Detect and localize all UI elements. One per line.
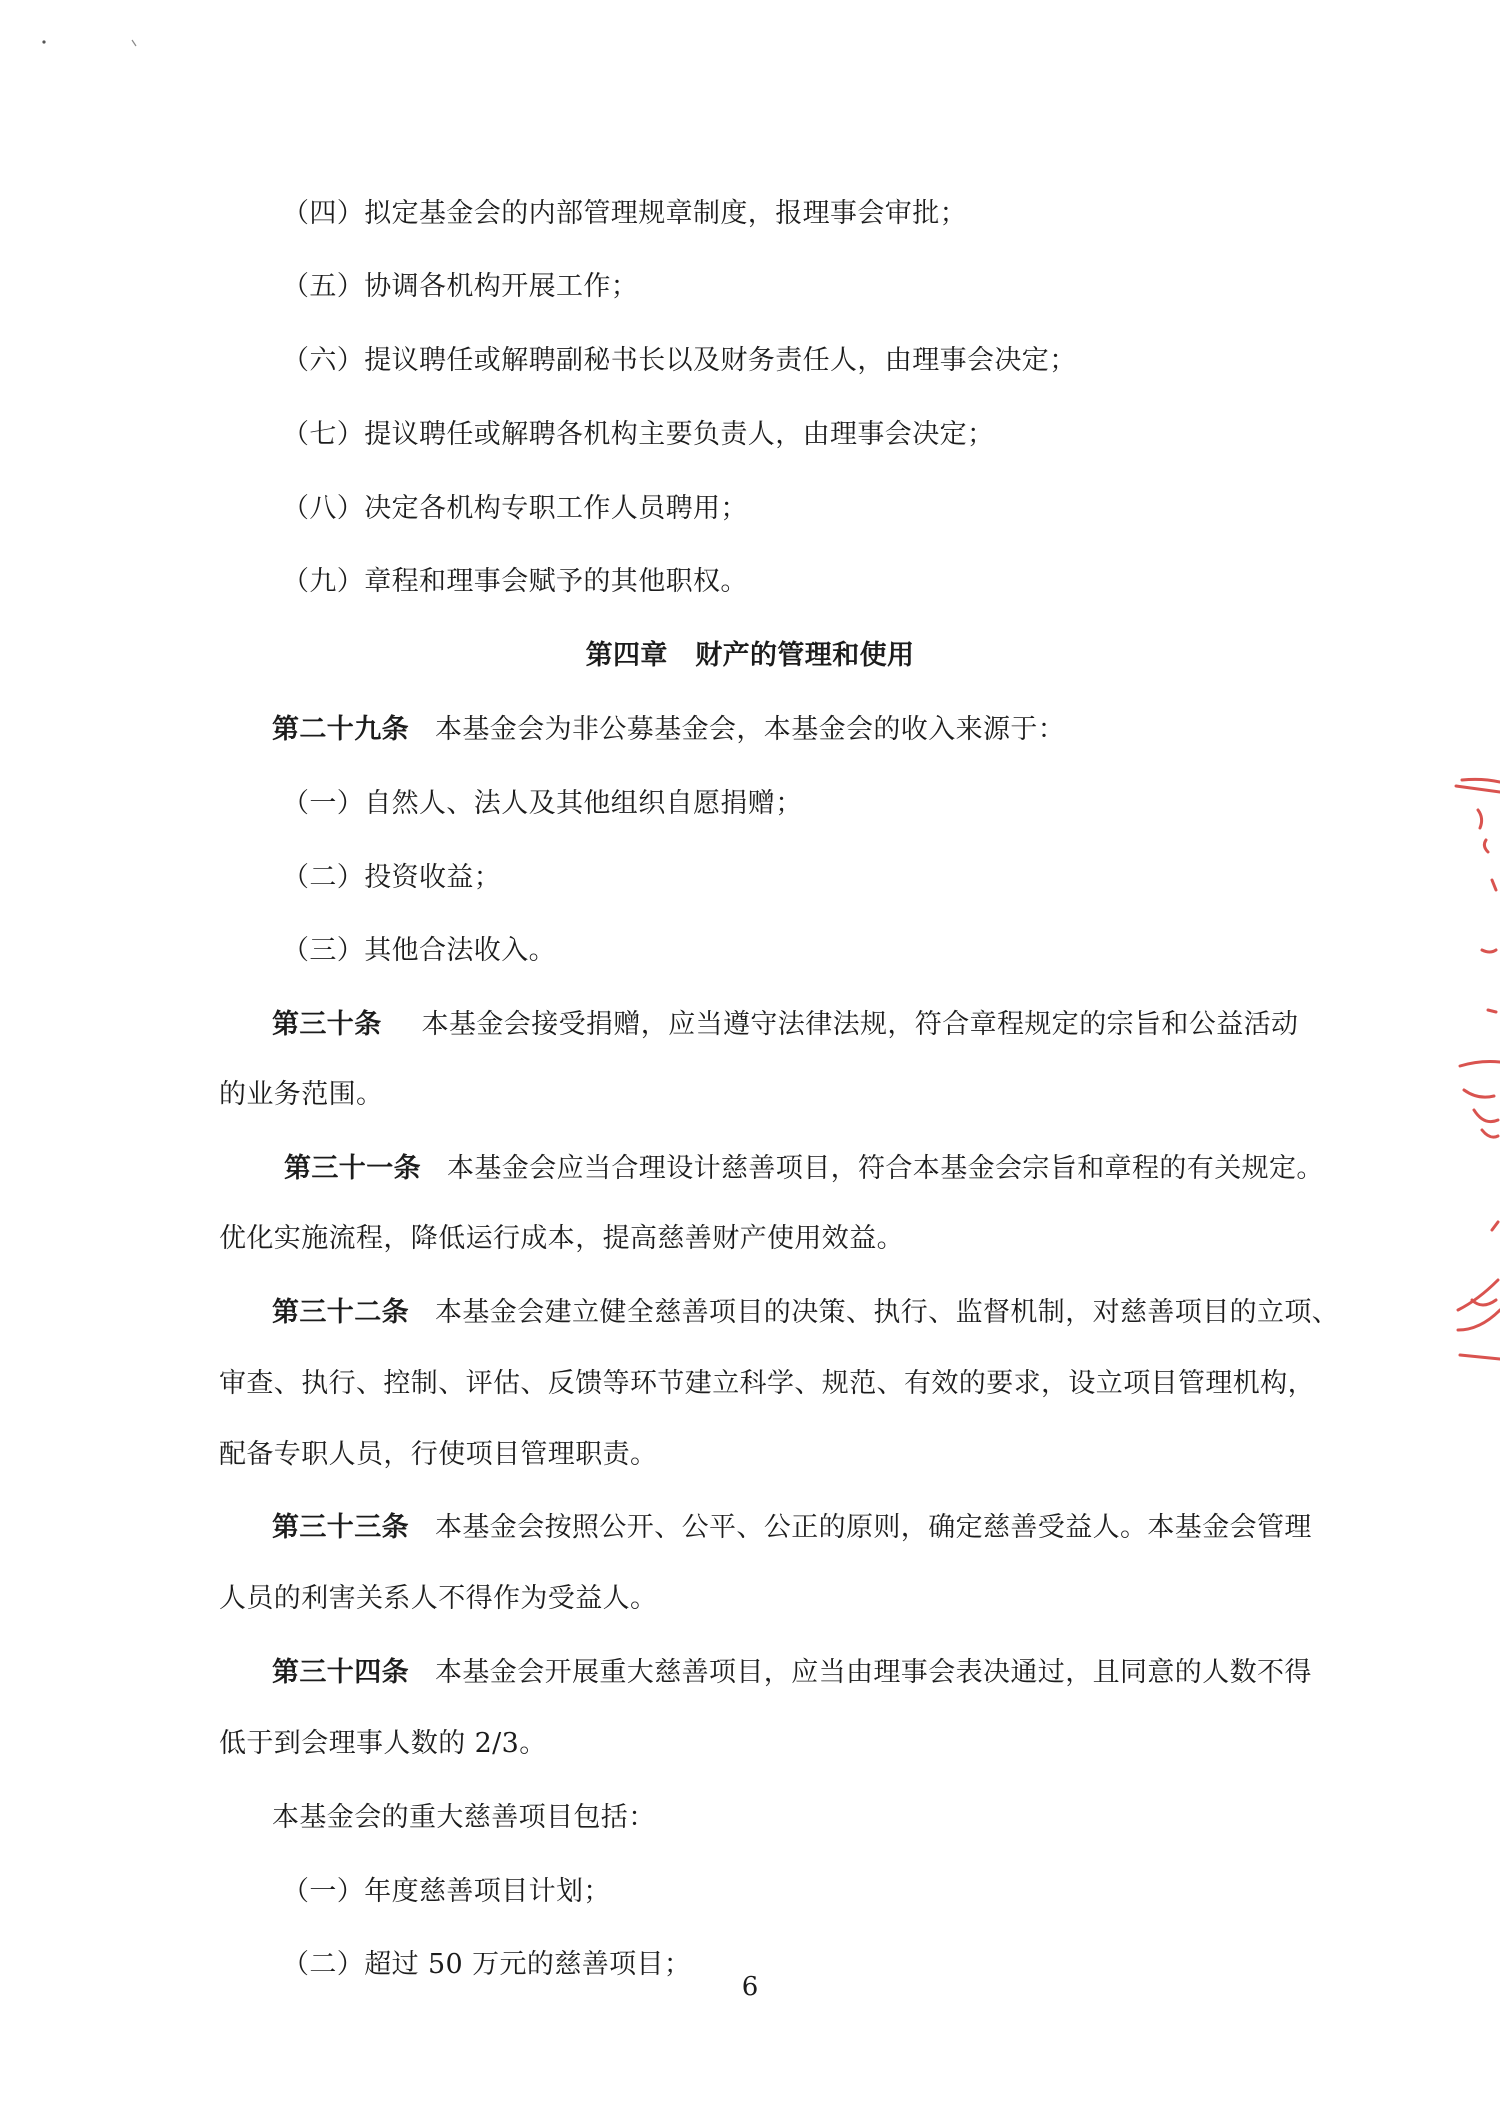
list-item-5: （五）协调各机构开展工作； [282,271,639,302]
list-item-7: （七）提议聘任或解聘各机构主要负责人，由理事会决定； [282,419,995,450]
article-30 [272,1007,1298,1043]
article-34-item-1: （一）年度慈善项目计划； [282,1876,611,1907]
list-item-4: （四）拟定基金会的内部管理规章制度，报理事会审批； [282,198,967,229]
article-34 [272,1655,1312,1691]
article-34-head: 第三十四条 [272,1657,409,1688]
red-seal-stamp-edge [1452,770,1500,1390]
article-32-line-2: 审查、执行、控制、评估、反馈等环节建立科学、规范、有效的要求，设立项目管理机构， [219,1368,1315,1399]
article-29-item-1: （一）自然人、法人及其他组织自愿捐赠； [282,788,803,819]
article-29 [272,712,1065,748]
article-33 [272,1510,1312,1546]
article-32-head: 第三十二条 [272,1297,409,1328]
article-34-line-2: 低于到会理事人数的 2/3。 [219,1728,547,1759]
page-number: 6 [741,1972,759,2002]
article-32-line-3: 配备专职人员，行使项目管理职责。 [219,1439,658,1470]
article-31-line-1: 本基金会应当合理设计慈善项目，符合本基金会宗旨和章程的有关规定。 [447,1153,1324,1184]
list-item-9: （九）章程和理事会赋予的其他职权。 [282,566,748,597]
article-29-item-3: （三）其他合法收入。 [282,935,556,966]
article-33-head: 第三十三条 [272,1512,409,1543]
article-32-line-1: 本基金会建立健全慈善项目的决策、执行、监督机制，对慈善项目的立项、 [435,1297,1340,1328]
article-32 [272,1295,1339,1331]
scan-speck-marks [40,36,150,56]
article-31 [284,1151,1324,1187]
article-34-line-1: 本基金会开展重大慈善项目，应当由理事会表决通过，且同意的人数不得 [435,1657,1312,1688]
article-30-head: 第三十条 [272,1009,382,1040]
article-29-text: 本基金会为非公募基金会，本基金会的收入来源于： [435,714,1066,745]
article-29-item-2: （二）投资收益； [282,862,502,893]
list-item-8: （八）决定各机构专职工作人员聘用； [282,493,748,524]
article-31-head: 第三十一条 [284,1153,421,1184]
article-30-line-1: 本基金会接受捐赠，应当遵守法律法规，符合章程规定的宗旨和公益活动 [421,1009,1299,1040]
article-31-line-2: 优化实施流程，降低运行成本，提高慈善财产使用效益。 [219,1223,904,1254]
article-34-intro: 本基金会的重大慈善项目包括： [272,1802,656,1833]
article-33-line-1: 本基金会按照公开、公平、公正的原则，确定慈善受益人。本基金会管理 [435,1512,1312,1543]
article-34-item-2: （二）超过 50 万元的慈善项目； [282,1949,692,1980]
list-item-6: （六）提议聘任或解聘副秘书长以及财务责任人，由理事会决定； [282,345,1077,376]
article-33-line-2: 人员的利害关系人不得作为受益人。 [219,1583,658,1614]
article-30-line-2: 的业务范围。 [219,1079,384,1110]
article-29-head: 第二十九条 [272,714,409,745]
chapter-title: 第四章 财产的管理和使用 [585,640,915,671]
